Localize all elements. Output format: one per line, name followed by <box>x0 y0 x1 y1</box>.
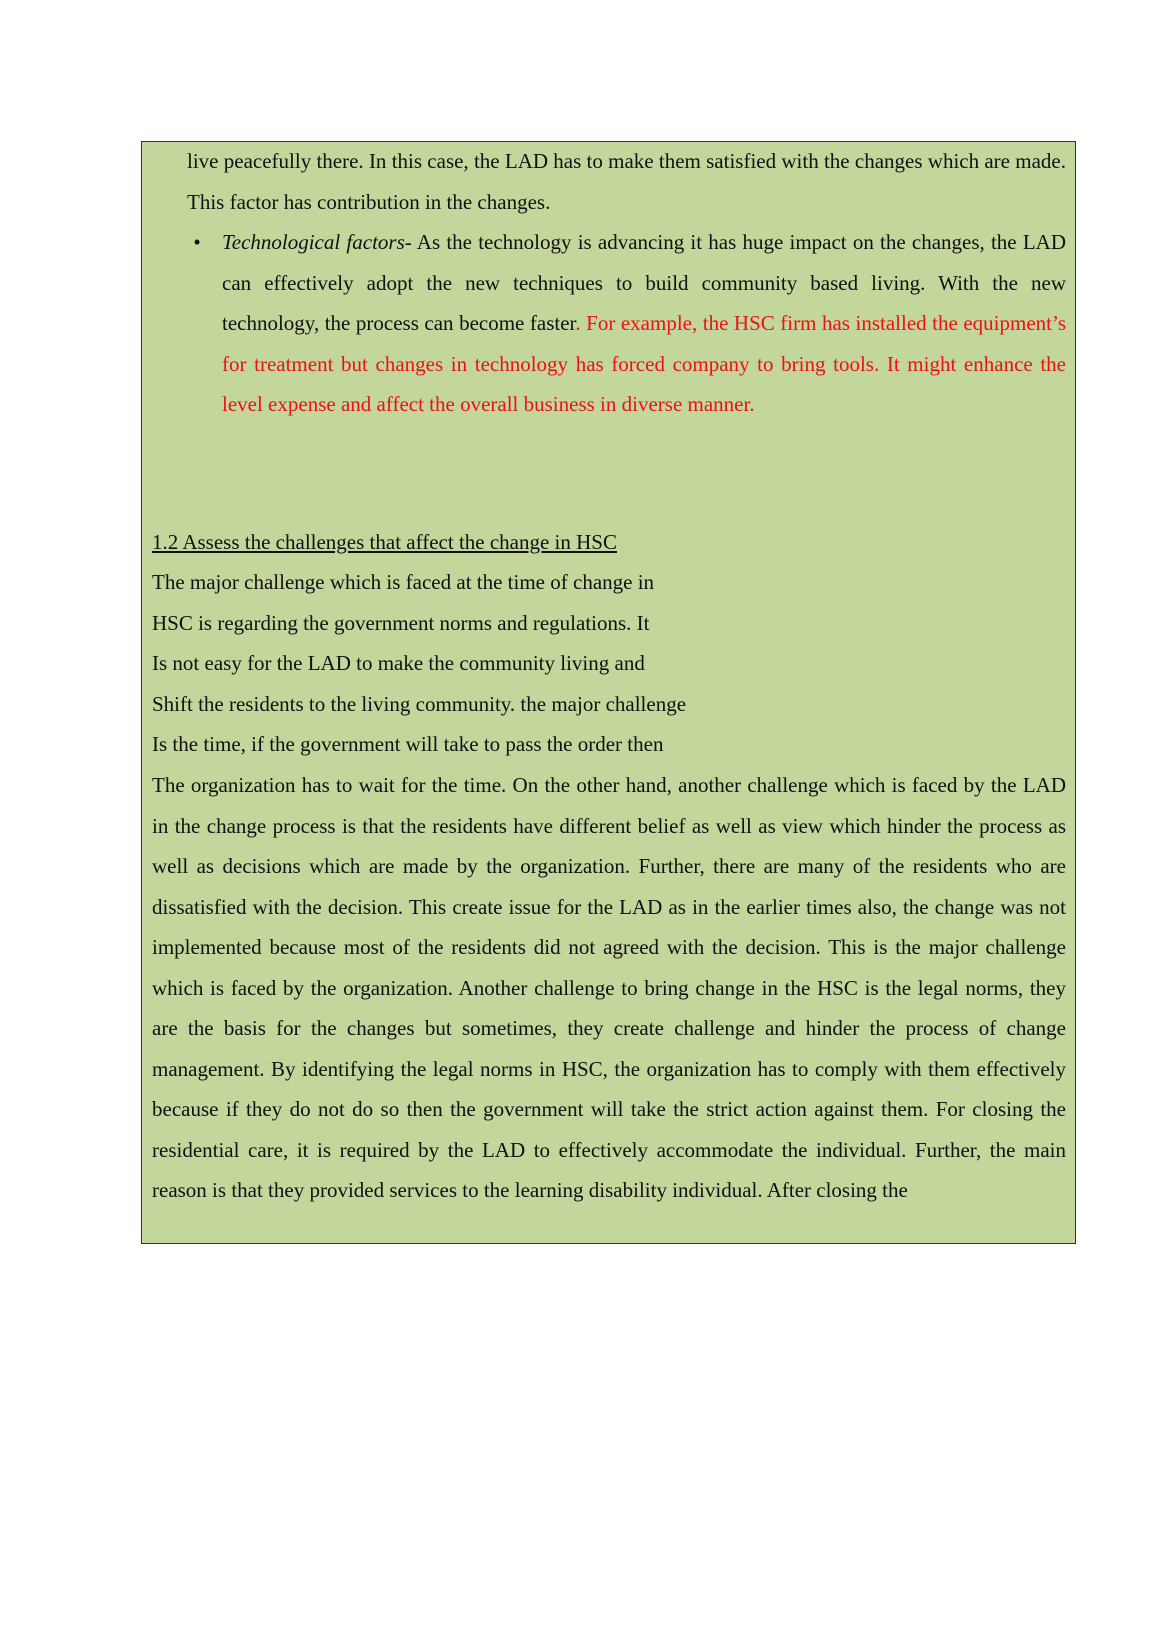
short-lines-block <box>152 562 1066 765</box>
bullet-red-text: . For example, the HSC firm has installed the equipment’s for treatment but changes in technology has forced company to bring tools. It might enhance the level expense and affect the overall business in diverse manner. <box>222 311 1067 416</box>
bullet-dot-icon: • <box>193 230 201 254</box>
text-line: Shift the residents to the living community. the major challenge <box>152 691 687 716</box>
continuation-paragraph: live peacefully there. In this case, the LAD has to make them satisfied with the changes which are made. This factor has contribution in the changes. <box>187 149 1066 214</box>
section-heading: 1.2 Assess the challenges that affect the change in HSC <box>152 530 617 554</box>
text-line: HSC is regarding the government norms and regulations. It <box>152 610 650 635</box>
bullet-body-text: - As the technology is advancing it has huge impact on the changes, the LAD can effectively adopt the new techniques to build community based living. With the new technology, the process can become faster <box>222 230 1066 335</box>
text-line: Is the time, if the government will take to pass the order then <box>152 732 664 756</box>
bullet-text <box>222 222 1066 425</box>
text-line: Is not easy for the LAD to make the community living and <box>152 651 645 675</box>
text-line: The major challenge which is faced at the time of change in <box>152 570 655 594</box>
bullet-label: Technological factors <box>222 230 405 254</box>
bullet-item-technological <box>187 222 1066 425</box>
body-paragraph: The organization has to wait for the time. On the other hand, another challenge which is faced by the LAD in the change process is that the residents have different belief as well as view which hinder the process as well as decisions which are made by the organization. Further, there are many of the residents who are dissatisfied with the decision. This create issue for the LAD as in the earlier times also, the change was not implemented because most of the residents did not agreed with the decision. This is the major challenge which is faced by the organization. Another challenge to bring change in the HSC is the legal norms, they are the basis for the changes but sometimes, they create challenge and hinder the process of change management. By identifying the legal norms in HSC, the organization has to comply with them effectively because if they do not do so then the government will take the strict action against them. For closing the residential care, it is required by the LAD to effectively accommodate the individual. Further, the main reason is that they provided services to the learning disability individual. After closing the <box>152 773 1066 1202</box>
highlighted-text-box <box>141 141 1076 1244</box>
